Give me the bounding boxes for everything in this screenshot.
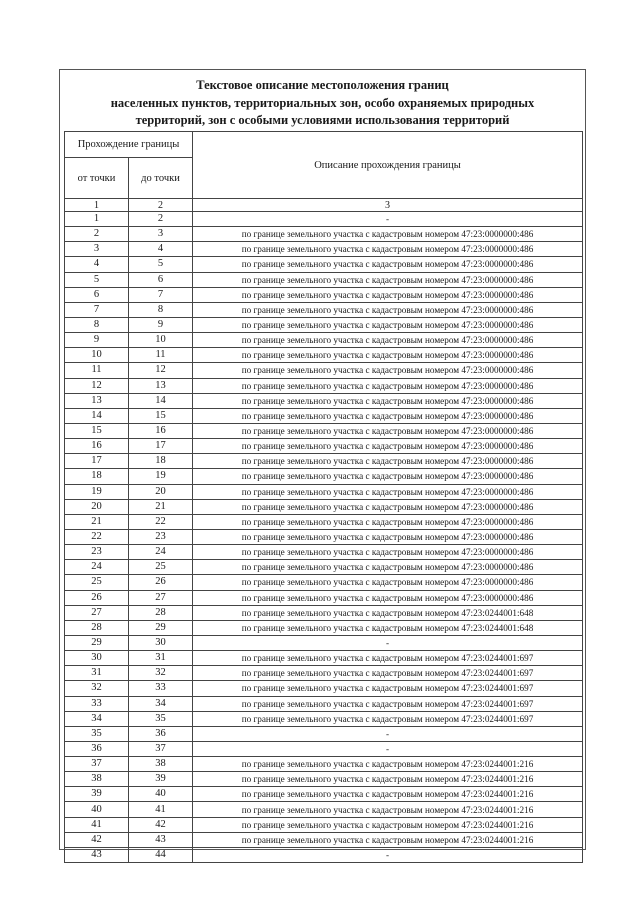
cell-to-point: 31 xyxy=(129,651,193,666)
table-row xyxy=(65,635,583,650)
table-row xyxy=(65,605,583,620)
table-row xyxy=(65,802,583,817)
cell-from-point: 14 xyxy=(65,408,129,423)
table-row xyxy=(65,514,583,529)
cell-description: по границе земельного участка с кадастровым номером 47:23:0000000:486 xyxy=(193,499,583,514)
table-row xyxy=(65,590,583,605)
title-line-2: населенных пунктов, территориальных зон, особо охраняемых природных xyxy=(110,95,535,110)
table-row xyxy=(65,817,583,832)
cell-from-point: 43 xyxy=(65,847,129,862)
cell-to-point: 11 xyxy=(129,348,193,363)
cell-from-point: 29 xyxy=(65,635,129,650)
cell-from-point: 7 xyxy=(65,302,129,317)
cell-description: по границе земельного участка с кадастровым номером 47:23:0000000:486 xyxy=(193,484,583,499)
cell-from-point: 9 xyxy=(65,333,129,348)
cell-from-point: 8 xyxy=(65,317,129,332)
cell-to-point: 41 xyxy=(129,802,193,817)
cell-to-point: 17 xyxy=(129,439,193,454)
cell-description: по границе земельного участка с кадастровым номером 47:23:0244001:216 xyxy=(193,802,583,817)
cell-to-point: 36 xyxy=(129,726,193,741)
cell-from-point: 40 xyxy=(65,802,129,817)
cell-description: по границе земельного участка с кадастровым номером 47:23:0000000:486 xyxy=(193,378,583,393)
cell-to-point: 8 xyxy=(129,302,193,317)
cell-description: по границе земельного участка с кадастровым номером 47:23:0000000:486 xyxy=(193,272,583,287)
header-from-point: от точки xyxy=(65,158,129,199)
table-row xyxy=(65,454,583,469)
cell-description: по границе земельного участка с кадастровым номером 47:23:0000000:486 xyxy=(193,317,583,332)
cell-from-point: 11 xyxy=(65,363,129,378)
cell-description: по границе земельного участка с кадастровым номером 47:23:0000000:486 xyxy=(193,423,583,438)
cell-description: по границе земельного участка с кадастровым номером 47:23:0000000:486 xyxy=(193,302,583,317)
cell-to-point: 38 xyxy=(129,757,193,772)
cell-from-point: 35 xyxy=(65,726,129,741)
cell-description: по границе земельного участка с кадастровым номером 47:23:0244001:216 xyxy=(193,832,583,847)
table-row xyxy=(65,257,583,272)
cell-description: по границе земельного участка с кадастровым номером 47:23:0244001:216 xyxy=(193,787,583,802)
cell-description: по границе земельного участка с кадастровым номером 47:23:0000000:486 xyxy=(193,393,583,408)
header-num-3: 3 xyxy=(193,199,583,212)
cell-from-point: 1 xyxy=(65,212,129,227)
cell-description: по границе земельного участка с кадастровым номером 47:23:0000000:486 xyxy=(193,363,583,378)
cell-description: по границе земельного участка с кадастровым номером 47:23:0000000:486 xyxy=(193,348,583,363)
cell-description: по границе земельного участка с кадастровым номером 47:23:0244001:697 xyxy=(193,666,583,681)
table-row xyxy=(65,333,583,348)
table-row xyxy=(65,651,583,666)
cell-from-point: 4 xyxy=(65,257,129,272)
cell-to-point: 29 xyxy=(129,620,193,635)
table-row xyxy=(65,363,583,378)
table-row xyxy=(65,757,583,772)
table-row xyxy=(65,832,583,847)
cell-description: по границе земельного участка с кадастровым номером 47:23:0244001:697 xyxy=(193,696,583,711)
cell-description: по границе земельного участка с кадастровым номером 47:23:0000000:486 xyxy=(193,408,583,423)
cell-to-point: 28 xyxy=(129,605,193,620)
cell-description: по границе земельного участка с кадастровым номером 47:23:0000000:486 xyxy=(193,575,583,590)
table-row xyxy=(65,711,583,726)
table-row xyxy=(65,212,583,227)
cell-from-point: 5 xyxy=(65,272,129,287)
table-row xyxy=(65,393,583,408)
cell-description: по границе земельного участка с кадастровым номером 47:23:0000000:486 xyxy=(193,333,583,348)
table-row xyxy=(65,575,583,590)
cell-from-point: 38 xyxy=(65,772,129,787)
header-description: Описание прохождения границы xyxy=(193,132,583,199)
cell-from-point: 24 xyxy=(65,560,129,575)
cell-from-point: 16 xyxy=(65,439,129,454)
cell-to-point: 6 xyxy=(129,272,193,287)
cell-description: по границе земельного участка с кадастровым номером 47:23:0000000:486 xyxy=(193,287,583,302)
header-boundary-passage: Прохождение границы xyxy=(65,132,193,158)
cell-to-point: 35 xyxy=(129,711,193,726)
table-row xyxy=(65,423,583,438)
cell-from-point: 18 xyxy=(65,469,129,484)
cell-to-point: 9 xyxy=(129,317,193,332)
cell-description: по границе земельного участка с кадастровым номером 47:23:0000000:486 xyxy=(193,439,583,454)
cell-to-point: 2 xyxy=(129,212,193,227)
table-row xyxy=(65,772,583,787)
cell-to-point: 22 xyxy=(129,514,193,529)
cell-description: по границе земельного участка с кадастровым номером 47:23:0000000:486 xyxy=(193,242,583,257)
cell-description: по границе земельного участка с кадастровым номером 47:23:0244001:216 xyxy=(193,817,583,832)
cell-to-point: 30 xyxy=(129,635,193,650)
table-row xyxy=(65,484,583,499)
cell-description: по границе земельного участка с кадастровым номером 47:23:0244001:697 xyxy=(193,681,583,696)
cell-from-point: 41 xyxy=(65,817,129,832)
table-row xyxy=(65,696,583,711)
cell-from-point: 22 xyxy=(65,529,129,544)
cell-to-point: 18 xyxy=(129,454,193,469)
table-row xyxy=(65,287,583,302)
cell-description: по границе земельного участка с кадастровым номером 47:23:0000000:486 xyxy=(193,590,583,605)
document-title xyxy=(60,71,585,129)
cell-description: по границе земельного участка с кадастровым номером 47:23:0244001:216 xyxy=(193,757,583,772)
cell-to-point: 15 xyxy=(129,408,193,423)
cell-from-point: 12 xyxy=(65,378,129,393)
cell-from-point: 28 xyxy=(65,620,129,635)
table-row xyxy=(65,847,583,862)
cell-to-point: 37 xyxy=(129,741,193,756)
cell-description: по границе земельного участка с кадастровым номером 47:23:0000000:486 xyxy=(193,529,583,544)
cell-to-point: 16 xyxy=(129,423,193,438)
table-row xyxy=(65,439,583,454)
cell-to-point: 34 xyxy=(129,696,193,711)
cell-from-point: 26 xyxy=(65,590,129,605)
header-to-point: до точки xyxy=(129,158,193,199)
cell-from-point: 37 xyxy=(65,757,129,772)
cell-description: по границе земельного участка с кадастровым номером 47:23:0244001:697 xyxy=(193,711,583,726)
cell-to-point: 33 xyxy=(129,681,193,696)
cell-from-point: 20 xyxy=(65,499,129,514)
cell-description: - xyxy=(193,741,583,756)
cell-from-point: 10 xyxy=(65,348,129,363)
cell-to-point: 10 xyxy=(129,333,193,348)
cell-from-point: 23 xyxy=(65,545,129,560)
cell-description: - xyxy=(193,726,583,741)
cell-from-point: 17 xyxy=(65,454,129,469)
cell-to-point: 39 xyxy=(129,772,193,787)
cell-to-point: 14 xyxy=(129,393,193,408)
cell-description: по границе земельного участка с кадастровым номером 47:23:0000000:486 xyxy=(193,227,583,242)
table-row xyxy=(65,242,583,257)
table-body xyxy=(65,212,583,863)
cell-to-point: 40 xyxy=(129,787,193,802)
cell-description: по границе земельного участка с кадастровым номером 47:23:0000000:486 xyxy=(193,454,583,469)
boundary-table xyxy=(64,131,583,863)
table-row xyxy=(65,545,583,560)
table-row xyxy=(65,408,583,423)
cell-from-point: 42 xyxy=(65,832,129,847)
cell-to-point: 44 xyxy=(129,847,193,862)
table-row xyxy=(65,348,583,363)
header-num-2: 2 xyxy=(129,199,193,212)
table-row xyxy=(65,726,583,741)
cell-to-point: 26 xyxy=(129,575,193,590)
cell-description: по границе земельного участка с кадастровым номером 47:23:0244001:697 xyxy=(193,651,583,666)
cell-to-point: 43 xyxy=(129,832,193,847)
cell-from-point: 21 xyxy=(65,514,129,529)
cell-from-point: 31 xyxy=(65,666,129,681)
cell-to-point: 21 xyxy=(129,499,193,514)
cell-to-point: 23 xyxy=(129,529,193,544)
cell-from-point: 15 xyxy=(65,423,129,438)
cell-description: по границе земельного участка с кадастровым номером 47:23:0244001:216 xyxy=(193,772,583,787)
table-row xyxy=(65,227,583,242)
cell-to-point: 42 xyxy=(129,817,193,832)
table-row xyxy=(65,620,583,635)
title-line-3: территорий, зон с особыми условиями использования территорий xyxy=(135,113,510,127)
header-num-1: 1 xyxy=(65,199,129,212)
cell-from-point: 6 xyxy=(65,287,129,302)
table-row xyxy=(65,378,583,393)
cell-description: по границе земельного участка с кадастровым номером 47:23:0000000:486 xyxy=(193,257,583,272)
cell-description: по границе земельного участка с кадастровым номером 47:23:0000000:486 xyxy=(193,545,583,560)
table-row xyxy=(65,681,583,696)
cell-to-point: 24 xyxy=(129,545,193,560)
table-row xyxy=(65,741,583,756)
cell-from-point: 13 xyxy=(65,393,129,408)
table-row xyxy=(65,787,583,802)
cell-to-point: 20 xyxy=(129,484,193,499)
cell-description: по границе земельного участка с кадастровым номером 47:23:0000000:486 xyxy=(193,514,583,529)
cell-from-point: 2 xyxy=(65,227,129,242)
cell-description: - xyxy=(193,635,583,650)
cell-description: по границе земельного участка с кадастровым номером 47:23:0000000:486 xyxy=(193,469,583,484)
table-row xyxy=(65,469,583,484)
cell-description: - xyxy=(193,212,583,227)
table-row xyxy=(65,317,583,332)
table-row xyxy=(65,560,583,575)
cell-to-point: 3 xyxy=(129,227,193,242)
title-line-1: Текстовое описание местоположения границ xyxy=(196,78,449,92)
table-row xyxy=(65,272,583,287)
cell-description: по границе земельного участка с кадастровым номером 47:23:0000000:486 xyxy=(193,560,583,575)
cell-from-point: 3 xyxy=(65,242,129,257)
cell-from-point: 33 xyxy=(65,696,129,711)
cell-from-point: 36 xyxy=(65,741,129,756)
table-row xyxy=(65,529,583,544)
table-row xyxy=(65,302,583,317)
cell-to-point: 32 xyxy=(129,666,193,681)
cell-from-point: 34 xyxy=(65,711,129,726)
cell-to-point: 4 xyxy=(129,242,193,257)
table-row xyxy=(65,666,583,681)
cell-to-point: 19 xyxy=(129,469,193,484)
cell-from-point: 27 xyxy=(65,605,129,620)
cell-from-point: 19 xyxy=(65,484,129,499)
cell-from-point: 32 xyxy=(65,681,129,696)
cell-from-point: 25 xyxy=(65,575,129,590)
cell-from-point: 39 xyxy=(65,787,129,802)
cell-to-point: 27 xyxy=(129,590,193,605)
cell-description: по границе земельного участка с кадастровым номером 47:23:0244001:648 xyxy=(193,605,583,620)
cell-description: - xyxy=(193,847,583,862)
cell-to-point: 13 xyxy=(129,378,193,393)
cell-to-point: 25 xyxy=(129,560,193,575)
cell-to-point: 5 xyxy=(129,257,193,272)
table-row xyxy=(65,499,583,514)
cell-to-point: 12 xyxy=(129,363,193,378)
cell-description: по границе земельного участка с кадастровым номером 47:23:0244001:648 xyxy=(193,620,583,635)
cell-from-point: 30 xyxy=(65,651,129,666)
cell-to-point: 7 xyxy=(129,287,193,302)
